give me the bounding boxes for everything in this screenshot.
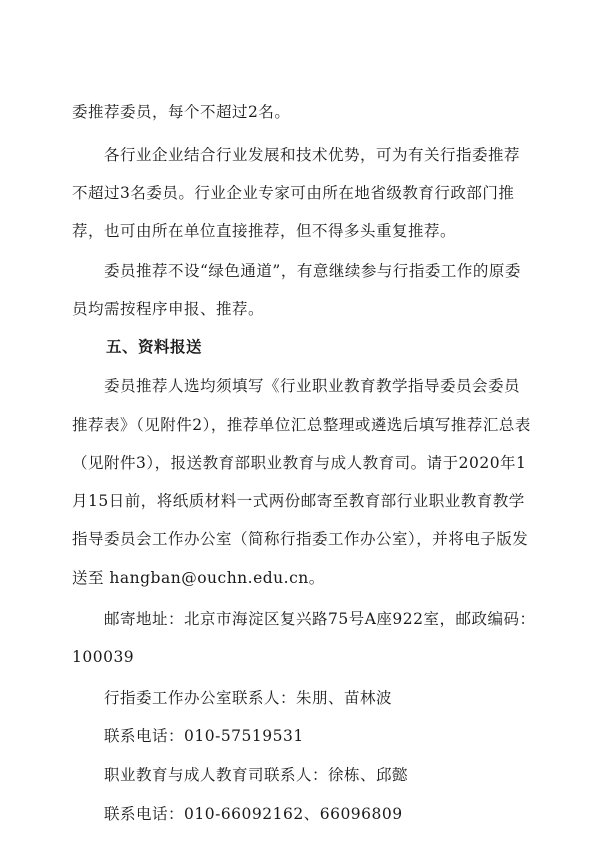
- text-line-19: 联系电话：010-66092162、66096809: [104, 805, 403, 823]
- text-line-9: 推荐表》（见附件2），推荐单位汇总整理或遴选后填写推荐汇总表: [72, 416, 531, 434]
- text-line-18: 职业教育与成人教育司联系人：徐栋、邱懿: [104, 766, 409, 784]
- text-line-12: 指导委员会工作办公室（简称行指委工作办公室），并将电子版发: [72, 530, 529, 548]
- text-line-10: （见附件3），报送教育部职业教育与成人教育司。请于2020年1: [72, 454, 527, 472]
- text-line-17: 联系电话：010-57519531: [104, 727, 304, 745]
- text-line-11: 月15日前，将纸质材料一式两份邮寄至教育部行业职业教育教学: [72, 492, 525, 510]
- text-line-15: 100039: [72, 648, 135, 666]
- text-line-5: 委员推荐不设“绿色通道”，有意继续参与行指委工作的原委: [104, 262, 521, 280]
- text-line-14: 邮寄地址：北京市海淀区复兴路75号A座922室，邮政编码：: [104, 610, 536, 628]
- text-line-2: 各行业企业结合行业发展和技术优势，可为有关行指委推荐: [104, 146, 521, 164]
- text-line-6: 员均需按程序申报、推荐。: [72, 300, 265, 318]
- text-line-4: 荐，也可由所在单位直接推荐，但不得多头重复推荐。: [72, 222, 457, 240]
- text-line-13: 送至 hangban@ouchn.edu.cn。: [72, 569, 325, 587]
- text-line-8: 委员推荐人选均须填写《行业职业教育教学指导委员会委员: [104, 377, 521, 395]
- text-line-1: 委推荐委员，每个不超过2名。: [72, 103, 291, 121]
- text-line-16: 行指委工作办公室联系人：朱朋、苗林波: [104, 689, 393, 707]
- section-heading: 五、资料报送: [106, 338, 203, 356]
- text-line-3: 不超过3名委员。行业企业专家可由所在地省级教育行政部门推: [72, 184, 515, 202]
